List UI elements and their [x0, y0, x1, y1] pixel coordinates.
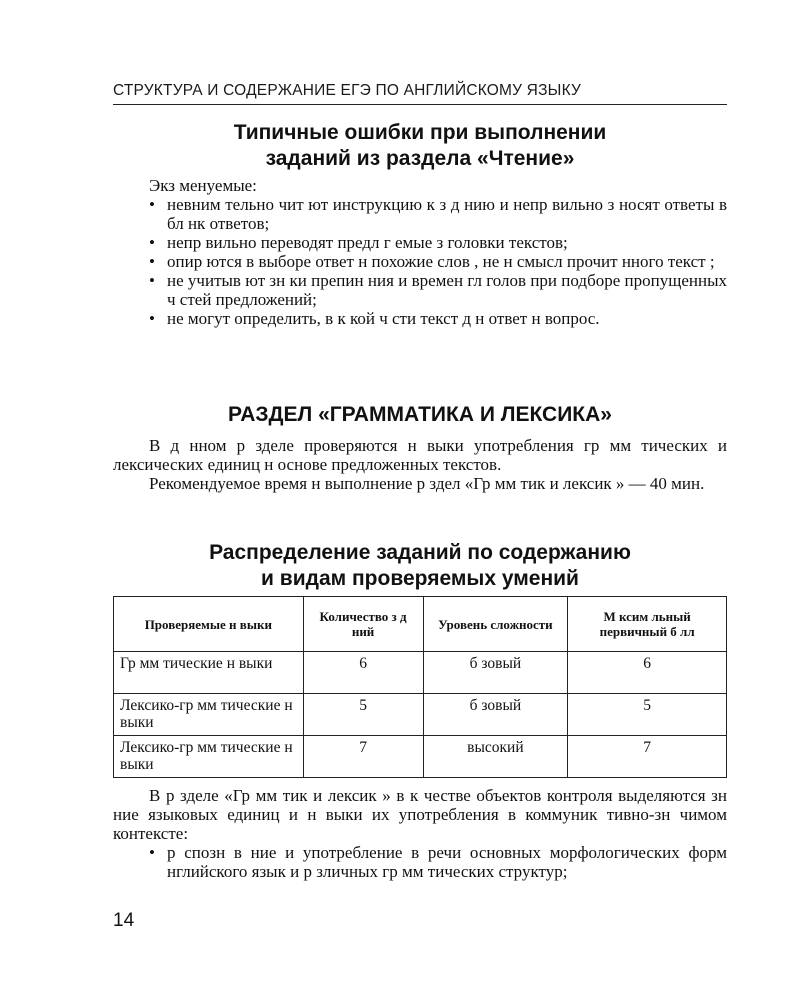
- table-row: [114, 694, 727, 736]
- cell-skill: Лексико-гр мм тические н выки: [114, 694, 304, 736]
- list-item: • не могут определить, в к кой ч сти текст д н ответ н вопрос.: [149, 309, 727, 328]
- grammar-section-heading: РАЗДЕЛ «ГРАММАТИКА И ЛЕКСИКА»: [228, 403, 612, 426]
- reading-errors-title-line1: Типичные ошибки при выполнении: [233, 121, 607, 144]
- list-item: • непр вильно переводят предл г емые з головки текстов;: [149, 233, 727, 252]
- cell-skill: Гр мм тические н выки: [114, 652, 304, 694]
- table-header-row: [114, 597, 727, 652]
- distribution-title: [113, 540, 727, 592]
- grammar-paragraph-1: В д нном р зделе проверяются н выки употребления гр мм тических и лексических единиц н основе предложенных текстов.: [113, 436, 727, 474]
- page-number: 14: [113, 910, 135, 931]
- reading-errors-title-line2: заданий из раздела «Чтение»: [265, 147, 575, 170]
- cell-score: 5: [568, 694, 727, 736]
- cell-count: 5: [303, 694, 423, 736]
- cell-score: 7: [568, 736, 727, 778]
- cell-skill: Лексико-гр мм тические н выки: [114, 736, 304, 778]
- cell-count: 7: [303, 736, 423, 778]
- header-max-score: М ксим льный первичный б лл: [568, 597, 727, 652]
- after-table-text: [113, 786, 727, 881]
- distribution-title-line2: и видам проверяемых умений: [261, 567, 579, 590]
- header-skills: Проверяемые н выки: [114, 597, 304, 652]
- list-item: • р спозн в ние и употребление в речи основных морфологических форм нглийского язык и р зличных гр мм тических структур;: [149, 843, 727, 881]
- after-table-paragraph: В р зделе «Гр мм тик и лексик » в к честве объектов контроля выделяются зн ние языковых единиц и н выки их употребления в коммуник тивно-зн чимом контексте:: [113, 786, 727, 843]
- cell-level: б зовый: [423, 652, 568, 694]
- header-rule: [113, 104, 727, 105]
- cell-level: б зовый: [423, 694, 568, 736]
- grammar-paragraph-2: Рекомендуемое время н выполнение р здел «Гр мм тик и лексик » — 40 мин.: [149, 474, 705, 493]
- table-row: [114, 736, 727, 778]
- distribution-title-line1: Распределение заданий по содержанию: [209, 541, 631, 564]
- reading-errors-title: [113, 120, 727, 172]
- running-head: СТРУКТУРА И СОДЕРЖАНИЕ ЕГЭ ПО АНГЛИЙСКОМУ ЯЗЫКУ: [113, 82, 582, 99]
- header-level: Уровень сложности: [423, 597, 568, 652]
- list-item: • невним тельно чит ют инструкцию к з д нию и непр вильно з носят ответы в бл нк ответов;: [149, 195, 727, 233]
- table-row: [114, 652, 727, 694]
- cell-level: высокий: [423, 736, 568, 778]
- reading-errors-list: [113, 176, 727, 328]
- distribution-table: [113, 596, 727, 778]
- list-item: • не учитыв ют зн ки препин ния и времен гл голов при подборе пропущенных ч стей предложений;: [149, 271, 727, 309]
- grammar-section-text: [113, 436, 727, 493]
- reading-errors-intro: Экз менуемые:: [149, 176, 257, 195]
- cell-score: 6: [568, 652, 727, 694]
- header-count: Количество з д ний: [303, 597, 423, 652]
- list-item: • опир ются в выборе ответ н похожие слов , не н смысл прочит нного текст ;: [149, 252, 727, 271]
- cell-count: 6: [303, 652, 423, 694]
